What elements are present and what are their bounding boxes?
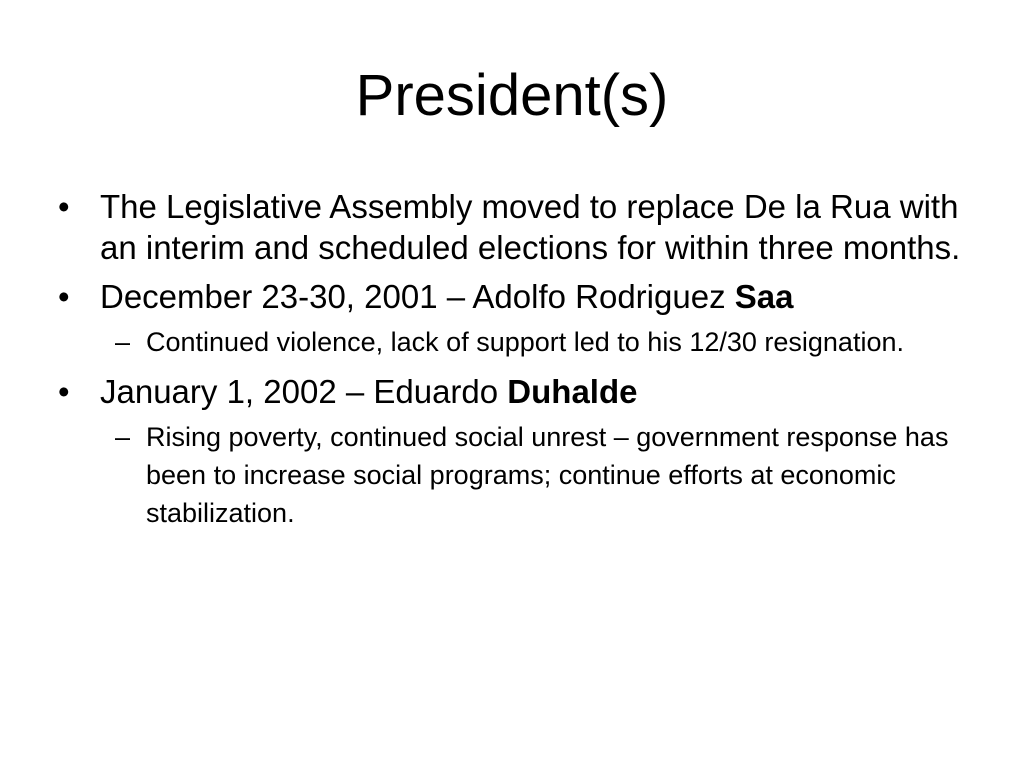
- bullet-marker: •: [58, 373, 70, 410]
- bullet-item-rodriguez-saa: [58, 276, 958, 317]
- bullet-list: [58, 186, 961, 542]
- bullet-bold-name: Duhalde: [507, 373, 638, 410]
- bullet-marker: •: [58, 188, 70, 225]
- bullet-marker: •: [58, 278, 70, 315]
- bullet-item-legislative-assembly: [58, 186, 970, 268]
- bullet-text: December 23-30, 2001 – Adolfo Rodriguez: [100, 278, 735, 315]
- sub-bullet-text: Continued violence, lack of support led to his 12/30 resignation.: [146, 327, 904, 357]
- sub-bullet-item-poverty: [103, 418, 961, 532]
- bullet-text: The Legislative Assembly moved to replace De la Rua with an interim and scheduled elections for within three months.: [100, 188, 961, 266]
- slide-title: President(s): [355, 63, 669, 128]
- bullet-text: January 1, 2002 – Eduardo: [100, 373, 508, 410]
- sub-bullet-text: Rising poverty, continued social unrest – government response has been to increase social programs; continue efforts at economic stabilization.: [146, 422, 949, 528]
- sub-bullet-marker: –: [115, 422, 131, 452]
- sub-bullet-item-resignation: [103, 323, 916, 361]
- bullet-bold-name: Saa: [734, 278, 794, 315]
- bullet-item-duhalde: [58, 371, 958, 412]
- sub-bullet-marker: –: [115, 327, 131, 357]
